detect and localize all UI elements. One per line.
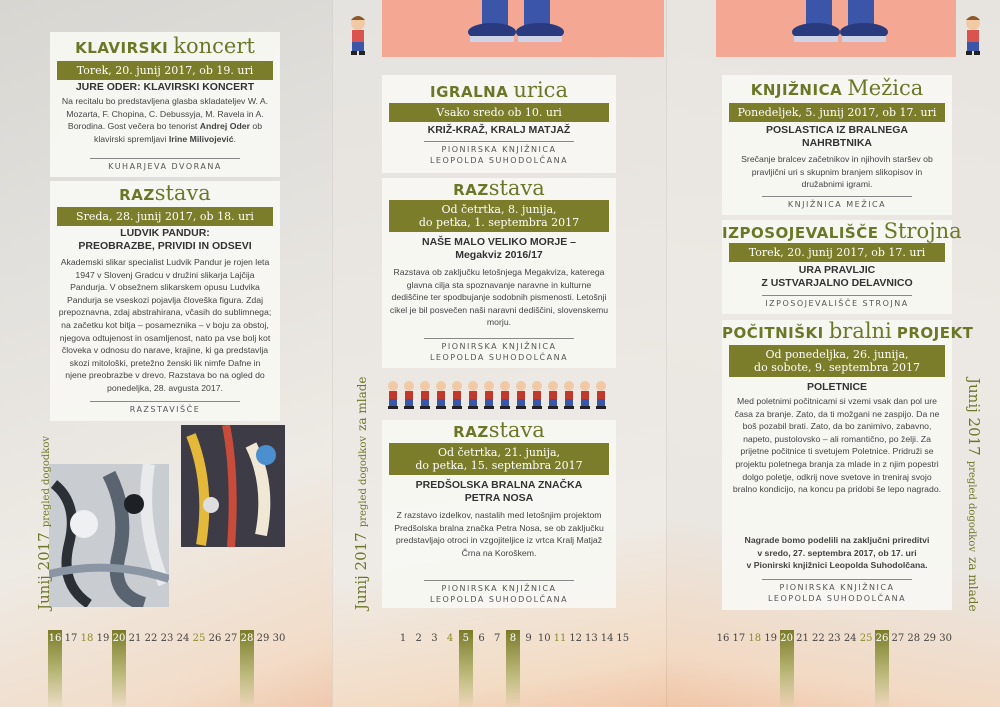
calendar-day-label: 5 xyxy=(462,633,469,644)
vertical-title: Junij 2017 pregled dogodkov za mlade xyxy=(965,378,983,612)
event-date: Ponedeljek, 5. junij 2017, ob 17. uri xyxy=(729,103,945,122)
event-title: URA PRAVLJIC Z USTVARJALNO DELAVNICO xyxy=(761,264,913,289)
calendar-day-label: 29 xyxy=(923,633,937,644)
event-title: NAŠE MALO VELIKO MORJE – Megakviz 2016/17 xyxy=(421,236,577,261)
boy-mascot-icon xyxy=(347,14,369,56)
calendar-day-label: 3 xyxy=(431,633,438,644)
calendar-day-label: 22 xyxy=(144,633,158,644)
event-title: PREDŠOLSKA BRALNA ZNAČKA PETRA NOSA xyxy=(415,479,583,504)
calendar-day-label: 6 xyxy=(478,633,485,644)
category-heading: IGRALNA urica xyxy=(430,78,568,102)
calendar-day-label: 28 xyxy=(907,633,921,644)
award-note: Nagrade bomo podelili na zaključni prireditvi v sredo, 27. septembra 2017, ob 17. uri v Pionirski knjižnici Leopolda Suhodolčana. xyxy=(744,535,930,571)
calendar-strip xyxy=(396,630,630,707)
calendar-day-label: 23 xyxy=(160,633,174,644)
calendar-day-label: 24 xyxy=(843,633,857,644)
category-heading: KLAVIRSKI koncert xyxy=(75,34,255,58)
calendar-day-label: 12 xyxy=(569,633,583,644)
calendar-day-label: 28 xyxy=(240,633,254,644)
event-location: KNJIŽNICA MEŽICA xyxy=(725,196,949,210)
event-description: Med poletnimi počitnicami si vzemi vsak dan pol ure časa za branje. Zato, da ti možgani ne zaspijo. Da ne boš pozabil brati. Zato, da bo zanimivo, zabavno, napeto, pustolovsko – ali romantično, po želji. Za prijetne počitnice ti svetujem Poletnice. Pridruži se projektu poletnega branja za mlade in z njim popestri dolgo poletje, odkrij nove svetove in treniraj svojo bralno kondicijo, na koncu pa pridobi še lepo nagrado. xyxy=(732,396,942,495)
calendar-day-label: 16 xyxy=(48,633,62,644)
boy-mascot-icon xyxy=(962,14,984,56)
event-date: Torek, 20. junij 2017, ob 19. uri xyxy=(57,61,273,80)
calendar-day-label: 25 xyxy=(192,633,206,644)
calendar-marked-day xyxy=(875,630,889,707)
event-location: IZPOSOJEVALIŠČE STROJNA xyxy=(725,295,949,309)
header-band xyxy=(716,0,956,57)
calendar-day-label: 23 xyxy=(827,633,841,644)
vertical-title: Junij 2017 pregled dogodkov xyxy=(35,436,53,610)
event-title: POLETNICE xyxy=(806,381,868,393)
calendar-day-label: 21 xyxy=(128,633,142,644)
calendar-strip xyxy=(716,630,956,707)
boys-row-illustration xyxy=(385,380,615,410)
event-title: JURE ODER: KLAVIRSKI KONCERT xyxy=(75,81,255,93)
event-description: Srečanje bralcev začetnikov in njihovih staršev ob pravljični uri s skupnim branjem slikopisov in družabnimi igrami. xyxy=(741,154,933,190)
event-description: Razstava ob zaključku letošnjega Megakviza, katerega glavna cilja sta spoznavanje naravne in kulturne dediščine ter spodbujanje sodobnih pismenosti. Letošnji cikel je bil posvečen naši naravni dediščini, slovenskemu morju. xyxy=(389,267,609,328)
event-location: PIONIRSKA KNJIŽNICA LEOPOLDA SUHODOLČANA xyxy=(725,579,949,604)
calendar-marked-day xyxy=(112,630,126,707)
event-title: KRIŽ-KRAŽ, KRALJ MATJAŽ xyxy=(427,124,571,136)
event-location: PIONIRSKA KNJIŽNICA LEOPOLDA SUHODOLČANA xyxy=(385,338,613,363)
calendar-day-label: 19 xyxy=(764,633,778,644)
calendar-day-label: 14 xyxy=(600,633,614,644)
calendar-day-label: 25 xyxy=(859,633,873,644)
fold-line xyxy=(332,0,333,707)
event-location: PIONIRSKA KNJIŽNICA LEOPOLDA SUHODOLČANA xyxy=(385,141,613,166)
calendar-day-label: 10 xyxy=(537,633,551,644)
calendar-day-label: 24 xyxy=(176,633,190,644)
header-band xyxy=(382,0,664,57)
calendar-day-label: 27 xyxy=(891,633,905,644)
calendar-strip xyxy=(48,630,293,707)
event-date: Od ponedeljka, 26. junija, do sobote, 9. septembra 2017 xyxy=(729,345,945,377)
calendar-day-label: 27 xyxy=(224,633,238,644)
calendar-day-label: 4 xyxy=(446,633,454,644)
calendar-marked-day xyxy=(240,630,254,707)
event-description: Z razstavo izdelkov, nastalih med letošnjim projektom Predšolska bralna značka Petra Nosa, se ob zaključku predstavljajo otroci in vzgojiteljice iz vrtca Kralj Matjaž Črna na Koroškem. xyxy=(394,510,604,558)
calendar-day-label: 9 xyxy=(525,633,532,644)
calendar-marked-day xyxy=(459,630,473,707)
calendar-day-label: 26 xyxy=(875,633,889,644)
calendar-day-label: 11 xyxy=(553,633,567,644)
calendar-day-label: 7 xyxy=(494,633,501,644)
calendar-marked-day xyxy=(506,630,520,707)
event-date: Sreda, 28. junij 2017, ob 18. uri xyxy=(57,207,273,226)
calendar-day-label: 19 xyxy=(96,633,110,644)
calendar-day-label: 18 xyxy=(748,633,762,644)
calendar-day-label: 8 xyxy=(509,633,517,644)
calendar-day-label: 1 xyxy=(399,633,407,644)
category-heading: RAZstava xyxy=(453,418,545,442)
event-description: Akademski slikar specialist Ludvik Pandur je rojen leta 1947 v Slovenj Gradcu v družini slikarja Lajčija Pandurja. V obsežnem slikarskem opusu Ludvika Pandurja se vseskozi pojavlja človeška figura. Zdaj prepoznavna, zdaj abstrahirana, včasih do sublimnega; na začetku kot bitja – posameznika – v boju za obstoj, njegova odtujenost in osamljenost, nato pa vse bolj kot človeka v odnosu do narave, krajine, ki ga predstavlja skozi mitološki, pretežno ženski lik nimfe Dafne in njene preobrazbe v drevo. Razstava bo na ogled do ponedeljka, 28. avgusta 2017. xyxy=(58,257,272,393)
calendar-day-label: 2 xyxy=(415,633,422,644)
category-heading: RAZstava xyxy=(119,181,211,205)
category-heading: KNJIŽNICA Mežica xyxy=(750,76,924,100)
category-heading: IZPOSOJEVALIŠČE Strojna xyxy=(722,219,962,243)
calendar-day-label: 13 xyxy=(585,633,598,644)
calendar-day-label: 21 xyxy=(796,633,809,644)
calendar-day-label: 17 xyxy=(732,633,746,644)
event-title: LUDVIK PANDUR: PREOBRAZBE, PRIVIDI IN ODSEVI xyxy=(78,227,252,252)
event-location: RAZSTAVIŠČE xyxy=(55,401,275,415)
calendar-day-label: 18 xyxy=(80,633,94,644)
kid-legs-illustration xyxy=(776,0,906,50)
calendar-day-label: 17 xyxy=(64,633,78,644)
calendar-day-label: 15 xyxy=(616,633,630,644)
painting-image xyxy=(49,464,169,607)
calendar-marked-day xyxy=(48,630,62,707)
fold-line xyxy=(666,0,667,707)
event-location: PIONIRSKA KNJIŽNICA LEOPOLDA SUHODOLČANA xyxy=(385,580,613,605)
event-date: Torek, 20. junij 2017, ob 17. uri xyxy=(729,243,945,262)
calendar-day-label: 20 xyxy=(112,633,126,644)
event-date: Vsako sredo ob 10. uri xyxy=(389,103,609,122)
calendar-day-label: 29 xyxy=(256,633,270,644)
event-description: Na recitalu bo predstavljena glasba skladateljev W. A. Mozarta, F. Chopina, C. Debussyja, M. Ravela in A. Borodina. Gost večera bo tenorist Andrej Oder ob klavirski spremljavi Irine Milivojević. xyxy=(61,96,269,144)
event-title: POSLASTICA IZ BRALNEGA NAHRBTNIKA xyxy=(766,124,908,149)
calendar-day-label: 26 xyxy=(208,633,222,644)
event-location: KUHARJEVA DVORANA xyxy=(55,158,275,172)
calendar-day-label: 16 xyxy=(716,633,730,644)
category-heading: POČITNIŠKI bralni PROJEKT xyxy=(722,319,974,343)
calendar-day-label: 22 xyxy=(812,633,825,644)
calendar-day-label: 30 xyxy=(272,633,286,644)
calendar-day-label: 30 xyxy=(939,633,952,644)
category-heading: RAZstava xyxy=(453,176,545,200)
calendar-day-label: 20 xyxy=(780,633,793,644)
painting-image xyxy=(181,425,285,547)
calendar-marked-day xyxy=(780,630,794,707)
vertical-title: Junij 2017 pregled dogodkov za mlade xyxy=(352,376,370,610)
kid-legs-illustration xyxy=(452,0,582,50)
event-date: Od četrtka, 21. junija, do petka, 15. septembra 2017 xyxy=(389,443,609,475)
event-date: Od četrtka, 8. junija, do petka, 1. septembra 2017 xyxy=(389,200,609,232)
